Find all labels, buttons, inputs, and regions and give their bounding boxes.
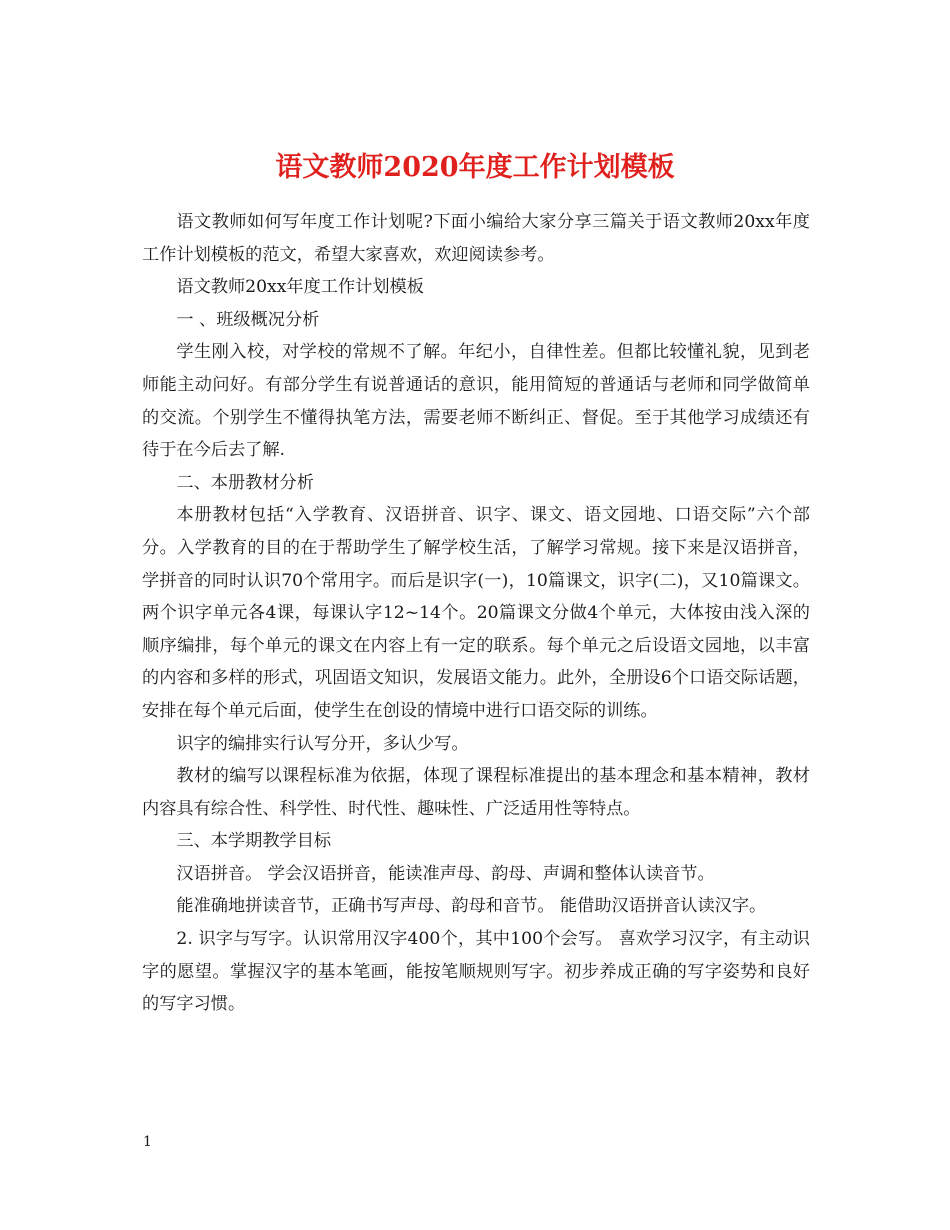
- pinyin-goal-paragraph: 汉语拼音。 学会汉语拼音，能读准声母、韵母、声调和整体认读音节。: [176, 863, 715, 884]
- textbook-analysis-paragraph: 本册教材包括“入学教育、汉语拼音、识字、课文、语文园地、口语交际”六个部分。入学教育的目的在于帮助学生了解学校生活，了解学习常规。接下来是汉语拼音，学拼音的同时认识70个常用字。而后是识字(一)，10篇课文，识字(二)，又10篇课文。两个识字单元各4课，每课认字12~14个。20篇课文分做4个单元，大体按由浅入深的顺序编排，每个单元的课文在内容上有一定的联系。每个单元之后设语文园地，以丰富的内容和多样的形式，巩固语文知识，发展语文能力。此外，全册设6个口语交际话题，安排在每个单元后面，使学生在创设的情境中进行口语交际的训练。: [142, 505, 810, 721]
- pinyin-reading-paragraph: 能准确地拼读音节，正确书写声母、韵母和音节。 能借助汉语拼音认读汉字。: [176, 896, 767, 917]
- literacy-writing-goal-paragraph: 2. 识字与写字。认识常用汉字400个，其中100个会写。 喜欢学习汉字，有主动识字的愿望。掌握汉字的基本笔画，能按笔顺规则写字。初步养成正确的写字姿势和良好的写字习惯。: [142, 929, 810, 1015]
- subtitle-paragraph: 语文教师20xx年度工作计划模板: [176, 277, 424, 298]
- section-heading-textbook-analysis: 二、本册教材分析: [176, 472, 314, 493]
- class-overview-paragraph: 学生刚入校，对学校的常规不了解。年纪小，自律性差。但都比较懂礼貌，见到老师能主动问好。有部分学生有说普通话的意识，能用简短的普通话与老师和同学做简单的交流。个别学生不懂得执笔方法，需要老师不断纠正、督促。至于其他学习成绩还有待于在今后去了解.: [142, 342, 810, 461]
- textbook-basis-paragraph: 教材的编写以课程标准为依据，体现了课程标准提出的基本理念和基本精神，教材内容具有综合性、科学性、时代性、趣味性、广泛适用性等特点。: [142, 766, 810, 819]
- page-number: 1: [143, 1134, 152, 1150]
- section-heading-teaching-goals: 三、本学期教学目标: [176, 831, 332, 852]
- document-body: [142, 206, 810, 1021]
- intro-paragraph: 语文教师如何写年度工作计划呢?下面小编给大家分享三篇关于语文教师20xx年度工作计划模板的范文，希望大家喜欢，欢迎阅读参考。: [142, 212, 810, 265]
- literacy-arrangement-paragraph: 识字的编排实行认写分开，多认少写。: [176, 733, 469, 754]
- document-title: 语文教师2020年度工作计划模板: [275, 152, 675, 184]
- section-heading-class-overview: 一 、班级概况分析: [176, 309, 320, 330]
